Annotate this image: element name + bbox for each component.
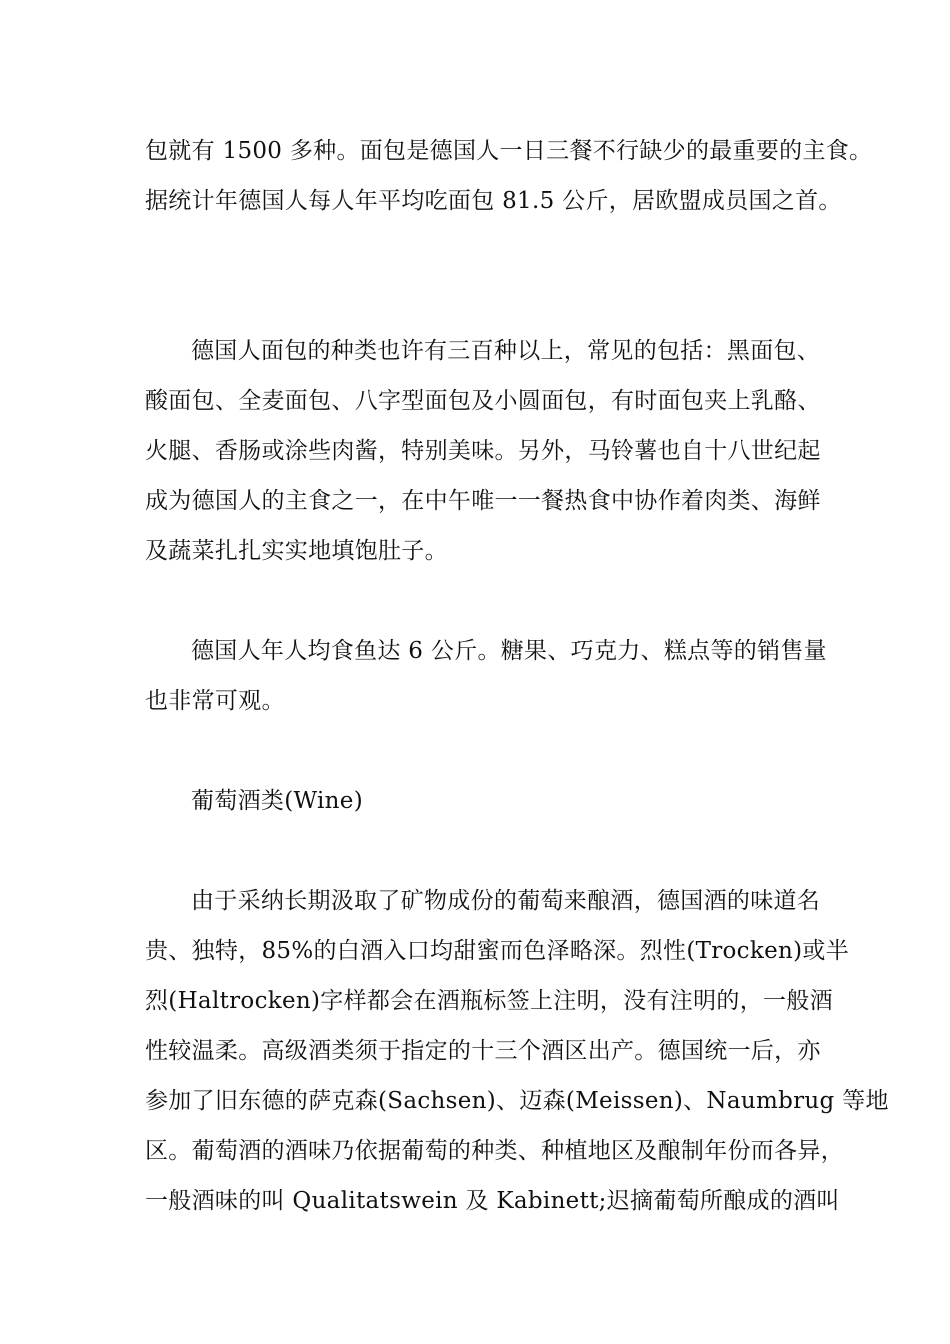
paragraph-2-line-3: 火腿、香肠或涂些肉酱，特别美味。另外，马铃薯也自十八世纪起 xyxy=(145,438,821,464)
paragraph-2-line-5: 及蔬菜扎扎实实地填饱肚子。 xyxy=(145,538,448,564)
paragraph-3-line-2: 也非常可观。 xyxy=(145,688,285,714)
paragraph-5-line-5: 参加了旧东德的萨克森(Sachsen)、迈森(Meissen)、Naumbrug 等地 xyxy=(145,1088,889,1114)
paragraph-5-line-6: 区。葡萄酒的酒味乃依据葡萄的种类、种植地区及酿制年份而各异， xyxy=(145,1138,844,1164)
paragraph-5-line-7: 一般酒味的叫 Qualitatswein 及 Kabinett;迟摘葡萄所酿成的酒叫 xyxy=(145,1188,840,1214)
section-heading-wine: 葡萄酒类(Wine) xyxy=(191,788,363,814)
paragraph-2-line-1: 德国人面包的种类也许有三百种以上，常见的包括：黑面包、 xyxy=(191,338,821,364)
paragraph-2-line-4: 成为德国人的主食之一，在中午唯一一餐热食中协作着肉类、海鲜 xyxy=(145,488,821,514)
paragraph-2-line-2: 酸面包、全麦面包、八字型面包及小圆面包，有时面包夹上乳酪、 xyxy=(145,388,821,414)
paragraph-5-line-1: 由于采纳长期汲取了矿物成份的葡萄来酿酒，德国酒的味道名 xyxy=(191,888,821,914)
paragraph-3-line-1: 德国人年人均食鱼达 6 公斤。糖果、巧克力、糕点等的销售量 xyxy=(191,638,827,664)
paragraph-5-line-3: 烈(Haltrocken)字样都会在酒瓶标签上注明，没有注明的，一般酒 xyxy=(145,988,833,1014)
paragraph-5-line-4: 性较温柔。高级酒类须于指定的十三个酒区出产。德国统一后，亦 xyxy=(145,1038,821,1064)
paragraph-1-line-1: 包就有 1500 多种。面包是德国人一日三餐不行缺少的最重要的主食。 xyxy=(145,138,873,164)
paragraph-5-line-2: 贵、独特，85%的白酒入口均甜蜜而色泽略深。烈性(Trocken)或半 xyxy=(145,938,849,964)
paragraph-1-line-2: 据统计年德国人每人年平均吃面包 81.5 公斤，居欧盟成员国之首。 xyxy=(145,188,842,214)
